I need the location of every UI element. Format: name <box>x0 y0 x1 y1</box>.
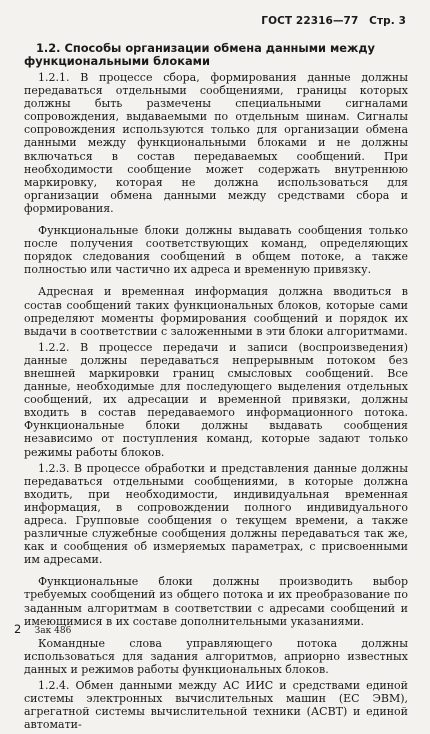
page-label: Стр. 3 <box>369 15 406 27</box>
paragraph-1-2-3: 1.2.3. В процессе обработки и представления данные должны передаваться отдельными сообщениями, в которые должна входить, при необходимости, индивидуальная временная информация, в сопровождении полного индивидуального адреса. Групповые сообщения о текущем времени, а также различные служебные сообщения должны передаваться так же, как и сообщения об измеряемых параметрах, с присвоенными им адресами. <box>24 461 408 567</box>
page-footer <box>14 622 71 636</box>
paragraph: Функциональные блоки должны производить выбор требуемых сообщений из общего потока и их преобразование по заданным алгоритмам в соответствии с адресами сообщений и имеющимися в их составе дополнительными указаниями. <box>24 575 408 628</box>
paragraph-1-2-4: 1.2.4. Обмен данными между АС ИИС и средствами единой системы электронных вычислительных машин (ЕС ЭВМ), агрегатной системы вычислительной техники (АСВТ) и единой автомати- <box>24 679 408 732</box>
page-header <box>254 15 406 27</box>
paragraph: Командные слова управляющего потока должны использоваться для задания алгоритмов, априорно известных данных и режимов работы функциональных блоков. <box>24 636 408 676</box>
paragraph: Адресная и временная информация должна вводиться в состав сообщений таких функциональных блоков, которые сами определяют моменты формирования сообщений и порядок их выдачи в соответствии с заложенными в эти блоки алгоритмами. <box>24 285 408 338</box>
paragraph: Функциональные блоки должны выдавать сообщения только после получения соответствующих команд, определяющих порядок следования сообщений в общем потоке, а также полностью или частично их адреса и временную привязку. <box>24 224 408 277</box>
paragraph-1-2-1: 1.2.1. В процессе сбора, формирования данные должны передаваться отдельными сообщениями, границы которых должны быть размечены специальными сигналами сопровождения, выдаваемыми по отдельным шинам. Сигналы сопровождения используются только для организации обмена данными между функциональными блоками и не должны включаться в состав передаваемых сообщений. При необходимости сообщение может содержать внутреннюю маркировку, которая не должна использоваться для организации обмена данными между средствами сбора и формирования. <box>24 71 408 215</box>
section-title: 1.2. Способы организации обмена данными между функциональными блоками <box>24 41 375 68</box>
paragraph-1-2-2: 1.2.2. В процессе передачи и записи (воспроизведения) данные должны передаваться непрерывным потоком без внешней маркировки границ смысловых сообщений. Все данные, необходимые для последующего выделения отдельных сообщений, их адресации и временной привязки, должны входить в состав передаваемого информационного потока. Функциональные блоки должны выдавать сообщения независимо от поступления команд, которые задают только режимы работы блоков. <box>24 340 408 459</box>
page-number: 2 <box>14 622 22 636</box>
page-body <box>24 42 408 734</box>
order-number: Зак 486 <box>34 626 72 636</box>
standard-number: ГОСТ 22316—77 <box>261 15 359 27</box>
